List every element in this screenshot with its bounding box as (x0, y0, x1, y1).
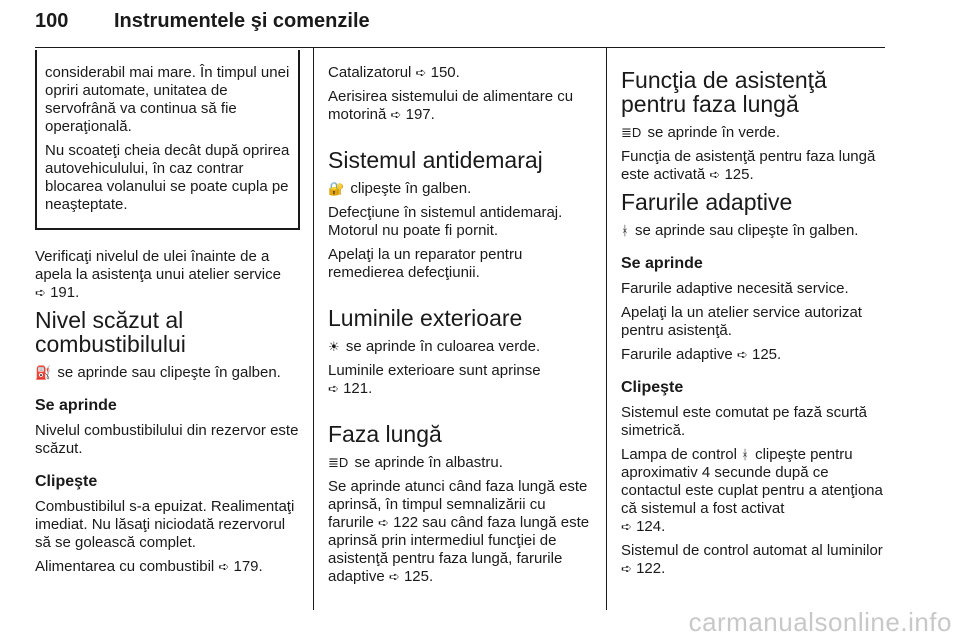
immobiliser-icon: 🔐 (328, 181, 345, 196)
adaptive-light-icon: ᚼ (621, 223, 629, 238)
fuel-heading: Nivel scăzut al combustibilului (35, 307, 186, 357)
column-1: considerabil mai mare. În timpul unei opriri automate, unitatea de servofrână va continua să fie operaţională. Nu scoateţi cheia decât după oprirea autovehiculului, în caz contrar blocarea volanului se poate cupla pe neaşteptate. Verificaţi nivelul de ulei înainte de a apela la asistenţa unui atelier service ➪ 191. Nivel scăzut al combustibilului ⛽ se aprinde sau clipeşte în galben. Se aprinde Nivelul combustibilului din rezervor este scăzut. Clipeşte Combustibilul s-a epuizat. Realimentaţi imediat. Nu lăsaţi niciodată rezervorul să se golească complet. Alimentarea cu combustibil ➪ 179. (35, 50, 300, 582)
beam-assist-heading: Funcţia de asistenţă pentru faza lungă (621, 67, 827, 117)
page-ref-icon: ➪ (415, 65, 427, 80)
refuel-text: Alimentarea cu combustibil ➪ 179. (35, 558, 263, 575)
watermark: carmanualsonline.info (688, 607, 952, 637)
high-beam-text: Se aprinde atunci când faza lungă este aprinsă, în timpul semnalizării cu farurile ➪ 122 sau când faza lungă este aprinsă prin intermediul funcţiei de asistenţă pentru faza lungă, farurile adaptive ➪ 125. (328, 478, 590, 585)
high-beam-heading: Faza lungă (328, 421, 442, 447)
page-ref-icon: ➪ (328, 381, 339, 396)
afl-call-text: Apelaţi la un atelier service autorizat pentru asistenţă. (621, 304, 862, 339)
page-ref-icon: ➪ (35, 285, 46, 300)
fuel-flash-text: Combustibilul s-a epuizat. Realimentaţi imediat. Nu lăsaţi niciodată rezervorul să se golească complet. (35, 498, 295, 551)
box-paragraph: considerabil mai mare. În timpul unei opriri automate, unitatea de servofrână va continua să fie operaţională. (45, 64, 290, 135)
adaptive-light-icon: ᚼ (741, 447, 749, 462)
column-divider (606, 48, 607, 610)
afl-ref: Farurile adaptive ➪ 125. (621, 346, 782, 363)
catalyst-ref: Catalizatorul ➪ 150. (328, 64, 460, 81)
page-ref-icon: ➪ (736, 347, 748, 362)
assist-text: Funcţia de asistenţă pentru faza lungă este activată ➪ 125. (621, 148, 876, 183)
flash-heading: Clipeşte (35, 473, 98, 490)
page-ref-icon: ➪ (621, 561, 632, 576)
page-ref-icon: ➪ (388, 569, 400, 584)
adaptive-lights-heading: Farurile adaptive (621, 189, 793, 215)
exterior-lights-heading: Luminile exterioare (328, 305, 523, 331)
immo-fault-text: Defecţiune în sistemul antidemaraj. Motorul nu poate fi pornit. (328, 204, 563, 239)
fuel-icon: ⛽ (35, 365, 52, 380)
afl-flash2-text: Lampa de control ᚼ clipeşte pentru aproximativ 4 secunde după ce contactul este cuplat pentru a atenţiona că sistemul a fost activat ➪ 124. (621, 446, 883, 535)
page-ref-icon: ➪ (218, 559, 230, 574)
air-ref: Aerisirea sistemului de alimentare cu motorină ➪ 197. (328, 88, 574, 123)
afl-flash-text: Sistemul este comutat pe fază scurtă simetrică. (621, 404, 867, 439)
column-3: Funcţia de asistenţă pentru faza lungă ≣D se aprinde în verde. Funcţia de asistenţă pentru faza lungă este activată ➪ 125. Farurile adaptive ᚼ se aprinde sau clipeşte în galben. Se aprinde Farurile adaptive necesită service. Apelaţi la un atelier service autorizat pentru asistenţă. Farurile adaptive ➪ 125. Clipeşte Sistemul este comutat pe fază scurtă simetrică. Lampa de control ᚼ clipeşte pentru aproximativ 4 secunde după ce contactul este cuplat pentru a atenţiona că sistemul a fost activat ➪ 124. Sistemul de control automat al luminilor ➪ 122. (621, 50, 891, 584)
notice-box (35, 50, 300, 230)
ext-text: Luminile exterioare sunt aprinse ➪ 121. (328, 362, 541, 397)
header-rule (35, 47, 885, 48)
oil-check-text: Verificaţi nivelul de ulei înainte de a apela la asistenţa unui atelier service ➪ 191. (35, 248, 281, 301)
column-divider (313, 48, 314, 610)
chapter-title: Instrumentele şi comenzile (114, 10, 370, 32)
page-ref-icon: ➪ (709, 167, 721, 182)
page-ref-icon: ➪ (390, 107, 402, 122)
on-heading: Se aprinde (621, 255, 703, 272)
page-ref-icon: ➪ (378, 515, 389, 530)
column-2: Catalizatorul ➪ 150. Aerisirea sistemului de alimentare cu motorină ➪ 197. Sistemul antidemaraj 🔐 clipeşte în galben. Defecţiune în sistemul antidemaraj. Motorul nu poate fi pornit. Apelaţi la un reparator pentru remedierea defecţiunii. Luminile exterioare ☀ se aprinde în culoarea verde. Luminile exterioare sunt aprinse ➪ 121. Faza lungă ≣D se aprinde în albastru. Se aprinde atunci când faza lungă este aprinsă, în timpul semnalizării cu farurile ➪ 122 sau când faza lungă este aprinsă prin intermediul funcţiei de asistenţă pentru faza lungă, farurile adaptive ➪ 125. (328, 50, 593, 592)
immo-call-text: Apelaţi la un reparator pentru remedierea defecţiunii. (328, 246, 523, 281)
fuel-on-text: Nivelul combustibilului din rezervor este scăzut. (35, 422, 299, 457)
exterior-light-icon: ☀ (328, 339, 340, 354)
box-paragraph: Nu scoateţi cheia decât după oprirea autovehiculului, în caz contrar blocarea volanului se poate cupla pe neaşteptate. (45, 142, 290, 213)
high-beam-icon: ≣D (328, 455, 349, 470)
page-header (35, 2, 885, 48)
lights-on-heading: Se aprinde (35, 397, 117, 414)
page-number: 100 (35, 10, 69, 32)
auto-text: Sistemul de control automat al luminilor ➪ 122. (621, 542, 883, 577)
flash-heading: Clipeşte (621, 379, 684, 396)
afl-service-text: Farurile adaptive necesită service. (621, 280, 849, 297)
page-ref-icon: ➪ (621, 519, 632, 534)
immobiliser-heading: Sistemul antidemaraj (328, 147, 543, 173)
beam-assist-icon: ≣D (621, 125, 642, 140)
